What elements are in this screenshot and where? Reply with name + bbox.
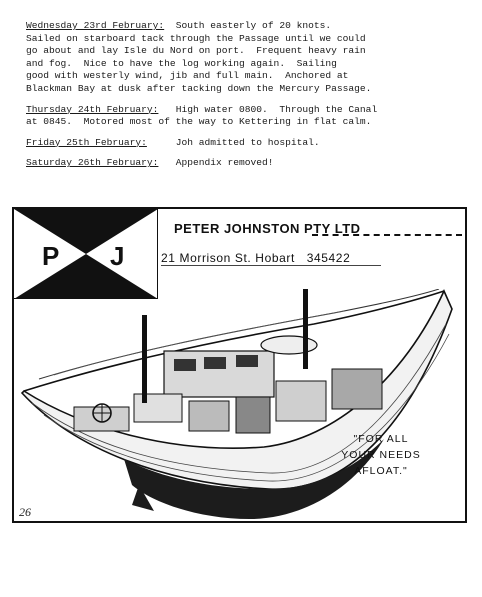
entry-text: Joh admitted to hospital. — [146, 136, 320, 148]
advertisement — [12, 207, 467, 523]
logo-letter-p: P — [42, 241, 60, 271]
log-entry-wednesday — [26, 20, 466, 96]
entry-text: High water 0800. Through the Canal — [158, 103, 378, 115]
entry-date: Thursday 24th February: — [26, 103, 159, 115]
entry-text: Appendix removed! — [158, 157, 274, 169]
tagline-line: "FOR ALL — [353, 433, 409, 445]
entry-text: and fog. Nice to have the log working again. Sailing — [26, 57, 337, 69]
log-entry-friday — [26, 137, 466, 150]
tagline-line: YOUR NEEDS — [341, 449, 421, 461]
log-entries — [26, 20, 466, 178]
tagline-line: AFLOAT." — [354, 465, 408, 477]
entry-date: Friday 25th February: — [26, 136, 147, 148]
page-number: 26 — [19, 505, 31, 519]
entry-text: South easterly of 20 knots. — [164, 20, 332, 31]
entry-date: Saturday 26th February: — [26, 157, 159, 169]
entry-text: good with westerly wind, jib and full main. Anchored at — [26, 70, 349, 82]
log-entry-thursday — [26, 104, 466, 129]
logo-letter-j: J — [110, 241, 125, 271]
company-address: 21 Morrison St. Hobart 345422 — [161, 251, 351, 265]
entry-text: Sailed on starboard tack through the Passage until we could — [26, 32, 366, 44]
entry-date: Wednesday 23rd February: — [26, 20, 165, 31]
company-rule — [312, 234, 462, 236]
yacht-illustration — [14, 289, 465, 521]
log-entry-saturday — [26, 157, 466, 170]
tagline — [326, 431, 436, 479]
entry-text: go about and lay Isle du Nord on port. Frequent heavy rain — [26, 45, 366, 57]
mast-aft — [142, 315, 147, 403]
entry-text: Blackman Bay at dusk after tacking down the Mercury Passage. — [26, 82, 372, 94]
pj-logo — [14, 209, 158, 299]
entry-text: at 0845. Motored most of the way to Kettering in flat calm. — [26, 116, 372, 128]
address-rule — [161, 265, 381, 266]
mast-main — [303, 289, 308, 369]
company-name: PETER JOHNSTON PTY LTD — [174, 221, 361, 236]
